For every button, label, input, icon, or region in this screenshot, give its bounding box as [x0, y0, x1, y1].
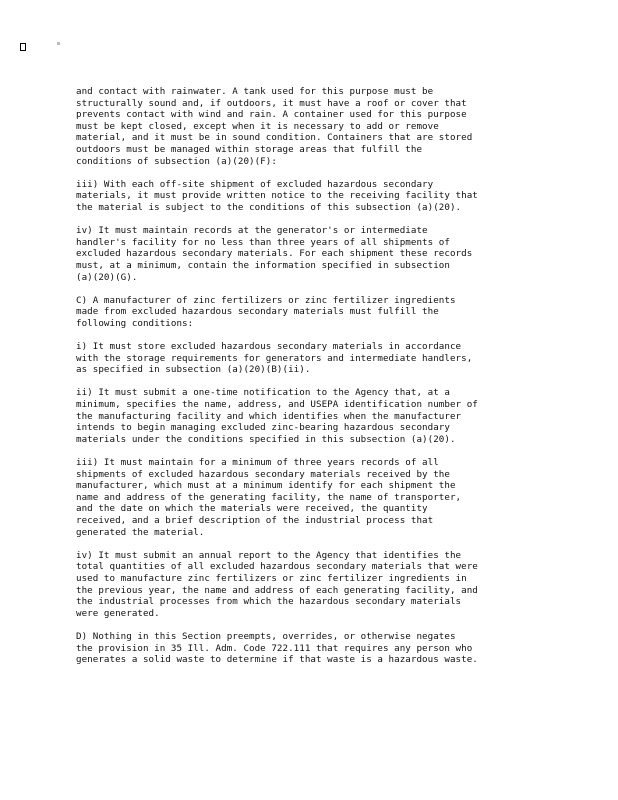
paragraph-d-preemption: D) Nothing in this Section preempts, overrides, or otherwise negates the provision in 35 Ill. Adm. Code 722.111 that requires any person who generates a solid waste to determine if that waste is a hazardous waste.: [76, 630, 478, 666]
paragraph-i-storage: i) It must store excluded hazardous secondary materials in accordance with the storage requirements for generators and intermediate handlers, as specified in subsection (a)(20)(B)(ii).: [76, 341, 473, 376]
document-body: [76, 86, 546, 666]
scan-corner-mark: [20, 43, 26, 51]
paragraph-c-manufacturer: C) A manufacturer of zinc fertilizers or zinc fertilizer ingredients made from excluded hazardous secondary materials must fulfill the following conditions:: [76, 294, 456, 329]
paragraph-iv-annual-report: iv) It must submit an annual report to the Agency that identifies the total quantities of all excluded hazardous secondary materials that were used to manufacture zinc fertilizers or zinc fertilizer ingredients in the previous year, the name and address of each generating facility, and the industrial processes from which the hazardous secondary materials were generated.: [76, 549, 478, 619]
scan-speck: [57, 42, 60, 45]
paragraph-container-storage: and contact with rainwater. A tank used for this purpose must be structurally sound and, if outdoors, it must have a roof or cover that prevents contact with wind and rain. A container used for this purpose must be kept closed, except when it is necessary to add or remove material, and it must be in sound condition. Containers that are stored outdoors must be managed within storage areas that fulfill the conditions of subsection (a)(20)(F):: [76, 86, 473, 167]
paragraph-iv-records: iv) It must maintain records at the generator's or intermediate handler's facility for no less than three years of all shipments of excluded hazardous secondary materials. For each shipment these records must, at a minimum, contain the information specified in subsection (a)(20)(G).: [76, 225, 473, 283]
paragraph-ii-notification: ii) It must submit a one-time notification to the Agency that, at a minimum, specifies the name, address, and USEPA identification number of the manufacturing facility and which identifies when the manufacturer intends to begin managing excluded zinc-bearing hazardous secondary materials under the conditions specified in this subsection (a)(20).: [76, 387, 478, 445]
paragraph-iii-records: iii) It must maintain for a minimum of three years records of all shipments of excluded hazardous secondary materials received by the manufacturer, which must at a minimum identify for each shipment the name and address of the generating facility, the name of transporter, and the date on which the materials were received, the quantity received, and a brief description of the industrial process that generated the material.: [76, 457, 462, 538]
paragraph-iii-shipment-notice: iii) With each off-site shipment of excluded hazardous secondary materials, it must provide written notice to the receiving facility that the material is subject to the conditions of this subsection (a)(20).: [76, 178, 478, 213]
